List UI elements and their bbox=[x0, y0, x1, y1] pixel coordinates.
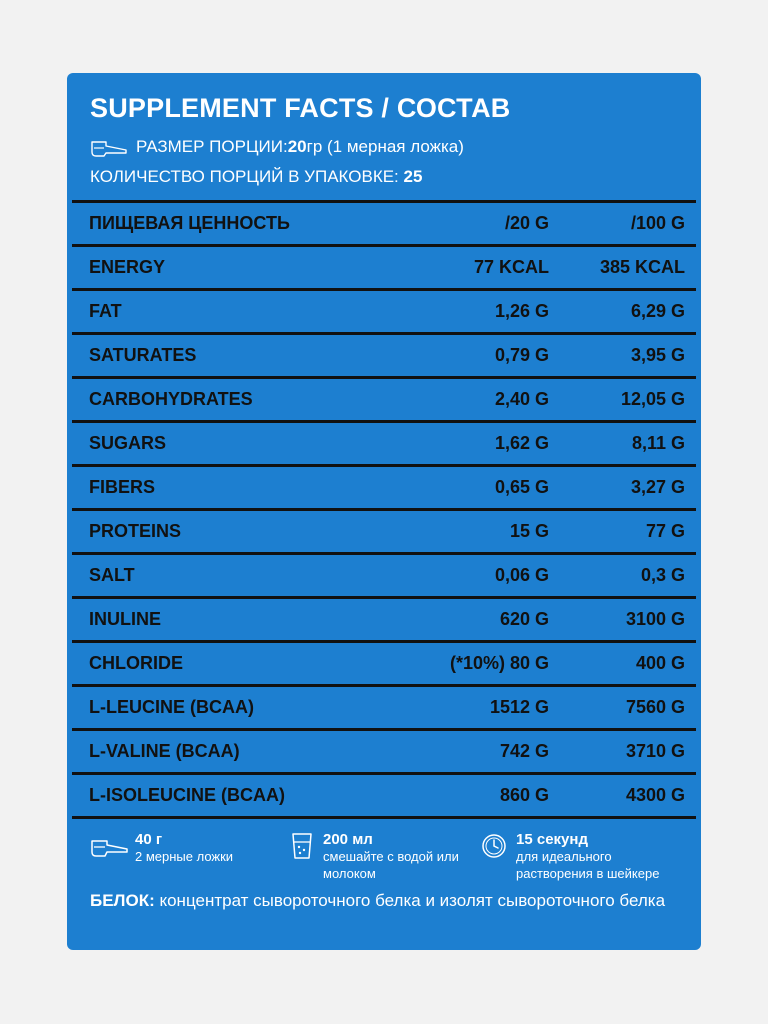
value-per-100g: 385 KCAL bbox=[599, 257, 685, 277]
serving-amount: 20 bbox=[287, 137, 307, 156]
value-per-20g: 1,26 G bbox=[494, 301, 549, 321]
servings-label: КОЛИЧЕСТВО ПОРЦИЙ В УПАКОВКЕ: bbox=[90, 167, 404, 186]
nutrient-name: SALT bbox=[89, 565, 135, 585]
value-per-100g: 3100 G bbox=[625, 609, 685, 629]
table-header-row bbox=[72, 203, 696, 247]
value-per-100g: 7560 G bbox=[625, 697, 685, 717]
value-per-20g: 77 KCAL bbox=[473, 257, 549, 277]
serving-size bbox=[90, 133, 464, 161]
feature-time bbox=[480, 831, 686, 882]
value-per-100g: 0,3 G bbox=[640, 565, 685, 585]
table-row bbox=[72, 643, 696, 687]
nutrient-name: SUGARS bbox=[89, 433, 167, 453]
value-per-20g: 620 G bbox=[499, 609, 549, 629]
value-per-20g: 742 G bbox=[499, 741, 549, 761]
table-row bbox=[72, 511, 696, 555]
servings-value: 25 bbox=[403, 167, 423, 186]
table-row bbox=[72, 423, 696, 467]
value-per-20g: 15 G bbox=[509, 521, 549, 541]
nutrient-name: L-LEUCINE (BCAA) bbox=[89, 697, 254, 717]
value-per-100g: 6,29 G bbox=[630, 301, 685, 321]
servings-per-container bbox=[90, 167, 422, 187]
nutrient-name: CHLORIDE bbox=[89, 653, 183, 673]
protein-composition bbox=[90, 890, 690, 912]
table-row bbox=[72, 467, 696, 511]
header-name: ПИЩЕВАЯ ЦЕННОСТЬ bbox=[89, 213, 290, 233]
feature-liquid bbox=[287, 831, 463, 882]
table-row bbox=[72, 775, 696, 819]
serving-rest: гр (1 мерная ложка) bbox=[306, 137, 464, 156]
value-per-100g: 3,95 G bbox=[630, 345, 685, 365]
protein-text: концентрат сывороточного белка и изолят сывороточного белка bbox=[154, 891, 666, 910]
supplement-facts-panel bbox=[67, 73, 701, 950]
value-per-20g: 2,40 G bbox=[494, 389, 549, 409]
table-row bbox=[72, 687, 696, 731]
table-row bbox=[72, 599, 696, 643]
usage-features bbox=[89, 831, 689, 891]
feature-scoops-text: 2 мерные ложки bbox=[135, 849, 234, 864]
value-per-100g: 8,11 G bbox=[631, 433, 685, 453]
nutrient-name: PROTEINS bbox=[89, 521, 182, 541]
protein-label: БЕЛОК: bbox=[90, 891, 155, 910]
value-per-100g: 3710 G bbox=[625, 741, 685, 761]
value-per-20g: 0,06 G bbox=[494, 565, 549, 585]
page-title: SUPPLEMENT FACTS / СОСТАВ bbox=[90, 93, 511, 123]
feature-liquid-amount: 200 мл bbox=[323, 831, 373, 848]
value-per-100g: 3,27 G bbox=[630, 477, 685, 497]
feature-scoops bbox=[89, 831, 233, 865]
value-per-20g: 1512 G bbox=[489, 697, 549, 717]
header-per-20g: /20 G bbox=[504, 213, 549, 233]
value-per-20g: (*10%) 80 G bbox=[449, 653, 549, 673]
nutrient-name: L-VALINE (BCAA) bbox=[89, 741, 240, 761]
table-row bbox=[72, 247, 696, 291]
nutrient-name: FAT bbox=[89, 301, 122, 321]
header-per-100g: /100 G bbox=[630, 213, 685, 233]
value-per-20g: 1,62 G bbox=[494, 433, 549, 453]
feature-time-text: для идеального растворения в шейкере bbox=[516, 849, 660, 881]
value-per-100g: 400 G bbox=[635, 653, 685, 673]
clock-icon bbox=[480, 831, 508, 861]
nutrient-name: SATURATES bbox=[89, 345, 197, 365]
value-per-100g: 12,05 G bbox=[620, 389, 685, 409]
feature-liquid-text: смешайте с водой или молоком bbox=[323, 849, 459, 881]
nutrient-name: L-ISOLEUCINE (BCAA) bbox=[89, 785, 285, 805]
serving-label: РАЗМЕР ПОРЦИИ: bbox=[136, 137, 288, 156]
nutrient-name: FIBERS bbox=[89, 477, 156, 497]
scoop-icon bbox=[90, 136, 128, 158]
table-row bbox=[72, 291, 696, 335]
nutrient-name: INULINE bbox=[89, 609, 161, 629]
table-row bbox=[72, 379, 696, 423]
feature-scoops-amount: 40 г bbox=[135, 831, 163, 848]
value-per-20g: 0,79 G bbox=[494, 345, 549, 365]
value-per-100g: 77 G bbox=[645, 521, 685, 541]
table-row bbox=[72, 555, 696, 599]
value-per-20g: 0,65 G bbox=[494, 477, 549, 497]
value-per-100g: 4300 G bbox=[625, 785, 685, 805]
table-row bbox=[72, 731, 696, 775]
glass-icon bbox=[287, 831, 317, 861]
feature-time-amount: 15 секунд bbox=[516, 831, 588, 848]
scoop-icon bbox=[89, 831, 129, 861]
table-row bbox=[72, 335, 696, 379]
nutrient-name: CARBOHYDRATES bbox=[89, 389, 253, 409]
nutrient-name: ENERGY bbox=[89, 257, 166, 277]
nutrition-table bbox=[72, 200, 696, 819]
value-per-20g: 860 G bbox=[499, 785, 549, 805]
